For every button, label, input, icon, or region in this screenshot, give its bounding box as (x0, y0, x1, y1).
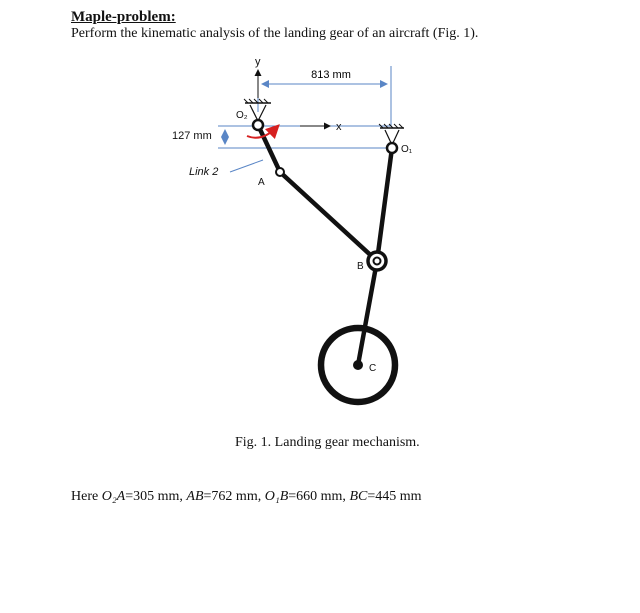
given-o2a-value: =305 mm, (125, 489, 187, 504)
given-o2a-symbol: O₂A (101, 489, 126, 504)
link2-leader (230, 160, 263, 172)
y-axis-label: y (255, 56, 261, 68)
link-bc (358, 261, 377, 365)
given-ab-value: =762 mm, (203, 489, 265, 504)
pivot-o1-label: O₁ (401, 144, 413, 155)
joint-a (276, 168, 284, 176)
given-dimensions (71, 489, 422, 505)
joint-c-label: C (369, 363, 377, 374)
joint-o2 (253, 120, 263, 130)
joint-o1 (387, 143, 397, 153)
given-bc-value: =445 mm (367, 489, 422, 504)
given-bc-symbol: BC (349, 489, 368, 504)
pivot-o2-label: O₂ (236, 110, 248, 121)
problem-title: Maple-problem: (71, 9, 176, 25)
wheel-hub (353, 360, 363, 370)
problem-statement: Perform the kinematic analysis of the landing gear of an aircraft (Fig. 1). (71, 26, 479, 41)
x-axis-label: x (336, 121, 342, 133)
joint-b-inner (374, 258, 381, 265)
link-o1b (377, 148, 392, 261)
given-prefix: Here (71, 489, 102, 504)
joint-a-label: A (258, 177, 265, 188)
given-o1b-value: =660 mm, (288, 489, 350, 504)
joint-b-label: B (357, 261, 364, 272)
figure-caption: Fig. 1. Landing gear mechanism. (235, 435, 420, 450)
dim-horizontal-label: 813 mm (311, 69, 351, 81)
given-ab-symbol: AB (186, 489, 204, 504)
link-ab (280, 172, 377, 261)
dim-vertical-label: 127 mm (172, 130, 212, 142)
given-o1b-symbol: O₁B (264, 489, 289, 504)
link2-label: Link 2 (189, 166, 219, 178)
